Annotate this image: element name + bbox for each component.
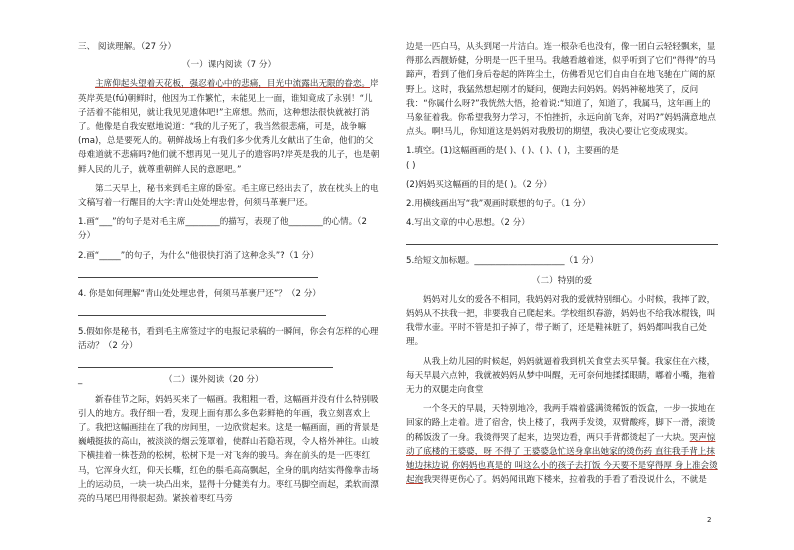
part2-title: （二）课外阅读（20 分） xyxy=(164,375,264,386)
question-1: 1.画“___”的句子是对毛主席________的描写，表现了他________的心情。（2 分） xyxy=(78,217,367,242)
section-title: 三、 阅读理解。（27 分） xyxy=(78,42,177,52)
r-question-2: 2.用横线画出写“我”观画时联想的句子。（1 分） xyxy=(406,199,591,210)
part2-paragraph-cont: 边是一匹白马，从头到尾一片洁白。连一根杂毛也没有，像一团白云轻轻飘来，显得那么西靓娇健，分明是一匹千里马。我越看越着迷，似乎听到了它们“得得”的马蹄声，看到了他们身后卷起的阵阵尘土，仿佛看见它们自由自在地飞驰在广阔的原野上。这时，我猛然想起刚才的疑问，便跑去问妈妈。妈妈神秘地笑了，反问我：“你属什么呀?”我恍然大悟，抢着说:“知道了，知道了，我属马，这年画上的马象征着我。你希望我努力学习，不怕挫折，永远向前飞奔，对吗?”妈妈满意地点点头。啊!马儿，你知道这是妈妈对我殷切的期望，我决心要让它变成现实。 xyxy=(406,42,716,138)
r-question-1b: ( ) xyxy=(406,160,416,171)
part1-paragraph-1 xyxy=(78,77,380,176)
part3-paragraph-3-c: 我哭得更伤心了。妈妈闻讯跑下楼来，拉着我的手看了看没说什么，不就是 xyxy=(423,475,707,486)
r-question-5: 5.给短文加标题。_____________________（1 分） xyxy=(406,256,599,267)
left-column xyxy=(78,40,380,506)
part3-paragraph-2: 从我上幼儿园的时候起，妈妈就逼着我到机关食堂去买早餐。我家住在六楼，每天早晨六点钟，我就被妈妈从梦中叫醒，无可奈何地揉揉眼睛，嘟着小嘴，拖着无力的双腿走向食堂 xyxy=(406,356,716,396)
part3-paragraph-1: 妈妈对儿女的爱各不相同，我妈妈对我的爱就特别细心。小时候，我摔了跤，妈妈从不扶我一把，非要我自己爬起来。学校组织春游，妈妈也不给我冰棍钱，叫我带水壶。平时不管是扣子掉了，带子断了，还是鞋袜脏了，妈妈都叫我自己处理。 xyxy=(406,294,716,348)
part3-paragraph-3-a: 一个冬天的早晨，天特别地冷，我两手端着盛满烫稀饭的饭盒，一步一拔地在回家的路上走着。进了宿舍，快上楼了，我两手发烫，双臂酸疼，脚下一滑，滚烫的稀饭泼了一身。我烫得哭了起来，边哭边看，两只手背都烫起了一大块。 xyxy=(406,404,716,443)
question-5: 5.假如你是秘书，看到毛主席签过字的电报记录稿的一瞬间，你会有怎样的心理活动？（2 分） xyxy=(78,327,379,352)
part2-paragraph: 新春佳节之际，妈妈买来了一幅画。我粗粗一看，这幅画并没有什么特别吸引人的地方。我仔细一看，发现上面有那么多色彩鲜艳的年画，我立刻喜欢上了。我把这幅画挂在了我的房间里，一边欣赏起来。这是一幅画面，画的背景是巍峨挺拔的高山，被淡淡的烟云笼罩着，使群山若隐若现，令人格外神往。山坡下横挂着一株苍劲的松树，松树下是一对飞奔的骏马。奔在前头的是一匹枣红马，它浑身火红，仰天长嘶，红色的鬃毛高高飘起，全身的肌肉结实得像拳击场上的运动员，一块一块凸出来，显得十分健美有力。枣红马脚空而起，柔软而漂亮的马尾巴用得很起劲。紧挨着枣红马旁 xyxy=(78,394,379,505)
part2-title-line xyxy=(78,373,380,387)
underlined-sentence: 主席仰起头望着天花板，强忍着心中的悲痛，目光中流露出无限的眷恋。 xyxy=(95,79,371,90)
part1-paragraph-2: 第二天早上，秘书来到毛主席的卧室。毛主席已经出去了，放在枕头上的电文稿写着一行醒目的大字:青山处处埋忠骨，何须马革裹尸还。 xyxy=(78,183,379,209)
part1-paragraph-1-rest: 岸英岸英是(fú)朝鲜时，他因为工作繁忙，未能见上一面，谁知竟成了永别！“儿子活着不能相见，就让我见见遗体吧!”主席想。然而，这种想法很快就被打消了。他像是自我安慰地说道：“我的儿子死了，我当然很悲痛，可是，战争嘛(ma)，总是要死人的。朝鲜战场上有我们多少优秀儿女献出了生命，他们的父母难道就不悲痛吗?他们就不想再见一见儿子的遗容吗?岸英是我的儿子，也是朝鲜人民的儿子，就尊重朝鲜人民的意愿吧。” xyxy=(78,79,380,175)
r-question-1-2: (2)妈妈买这幅画的目的是( )。（2 分） xyxy=(406,179,552,190)
part3-paragraph-3-underlined: 哭声惊动了底楼的王婆婆，呀 不得了 王婆婆急忙送身拿出她家的烫伤药 直往我手背上抹她边抹边说 你妈妈也真是的 叫这么小的孩子去打饭 今天要不是穿得厚 身上准会烫起泡 xyxy=(406,432,718,486)
question-4: 4. 你是如何理解“青山处处埋忠骨，何须马革裹尸还”？（2 分） xyxy=(78,288,321,299)
r-question-1a: 1.填空。(1)这幅画画的是( )、( )、( )、( )，主要画的是 xyxy=(406,146,619,157)
r-question-4: 4.写出文章的中心思想。（2 分） xyxy=(406,218,530,229)
part1-title: （一）课内阅读（7 分） xyxy=(181,60,277,71)
part3-title: （二）特别的爱 xyxy=(531,275,593,286)
question-2: 2.画“_____”的句子，为什么“他很快打消了这种念头”?（1 分） xyxy=(78,250,319,261)
part3-paragraph-3 xyxy=(406,402,718,487)
blank-dash: _ xyxy=(78,375,83,386)
right-column xyxy=(406,40,718,487)
page-number: 2 xyxy=(707,516,712,524)
